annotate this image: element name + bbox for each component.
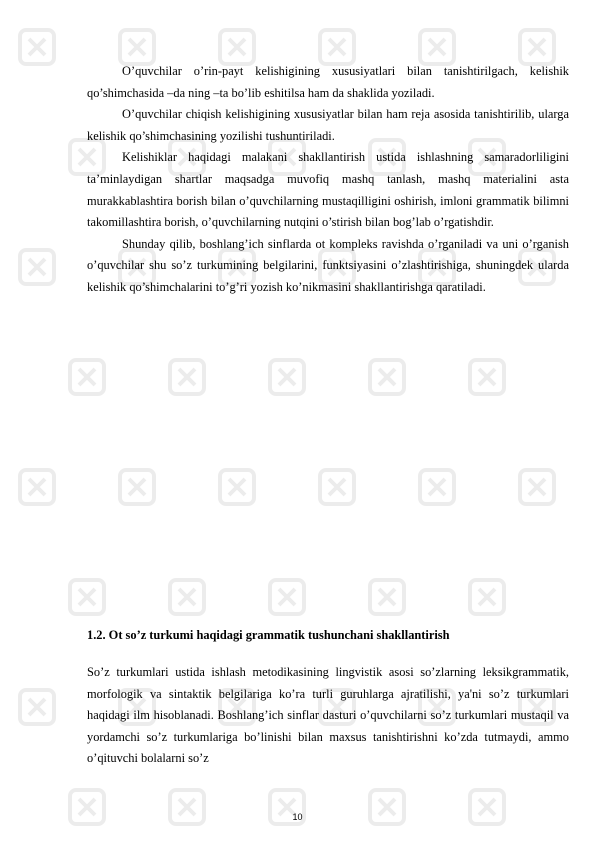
body-text-bottom [87,662,569,770]
body-text-top [87,61,569,299]
paragraph-locative-case: O’quvchilar o’rin-payt kelishigining xususiyatlari bilan tanishtirilgach, kelishik qo’shimchasida –da ning –ta bo’lib eshitilsa ham da shaklida yoziladi. [87,64,569,100]
page-number: 10 [292,812,303,822]
paragraph-ablative-case: O’quvchilar chiqish kelishigining xususiyatlar bilan ham reja asosida tanishtirilib, ularga kelishik qo’shimchasining yozilishi tushuntiriladi. [87,107,569,143]
paragraph-case-skills: Kelishiklar haqidagi malakani shakllantirish ustida ishlashning samaradorliligini ta’minlaydigan shartlar maqsadga muvofiq mashq tanlash, mashq materialini asta murakkablashtira borish bilan o’quvchilarning mustaqilligini oshirish, imloni grammatik bilimni takomillashtira borish, o’quvchilarning nutqini o’stirish bilan bog’lab o’rgatishdir. [87,150,569,230]
paragraph-conclusion: Shunday qilib, boshlang’ich sinflarda ot kompleks ravishda o’rganiladi va uni o’rganish o’quvchilar shu so’z turkumining belgilarini, funktsiyasini o’zlashtirishiga, shuningdek ularda kelishik qo’shimchalarini to’g’ri yozish ko’nikmasini shakllantirishga qaratiladi. [87,236,569,294]
section-heading: 1.2. Ot so’z turkumi haqidagi grammatik tushunchani shakllantirish [87,628,450,642]
paragraph-word-classes: So’z turkumlari ustida ishlash metodikasining lingvistik asosi so’zlarning leksikgrammatik, morfologik va sintaktik belgilariga ko’ra turli guruhlarga ajratilishi, ya'ni so’z turkumlari haqidagi ilm hisoblanadi. Boshlang’ich sinflar dasturi o’quvchilarni so’z turkumlari mustaqil va yordamchi so’z turkumlariga bo’linishi bilan maxsus tanishtirishni ko’zda tutmaydi, ammo o’qituvchi bolalarni so’z [87,665,569,766]
